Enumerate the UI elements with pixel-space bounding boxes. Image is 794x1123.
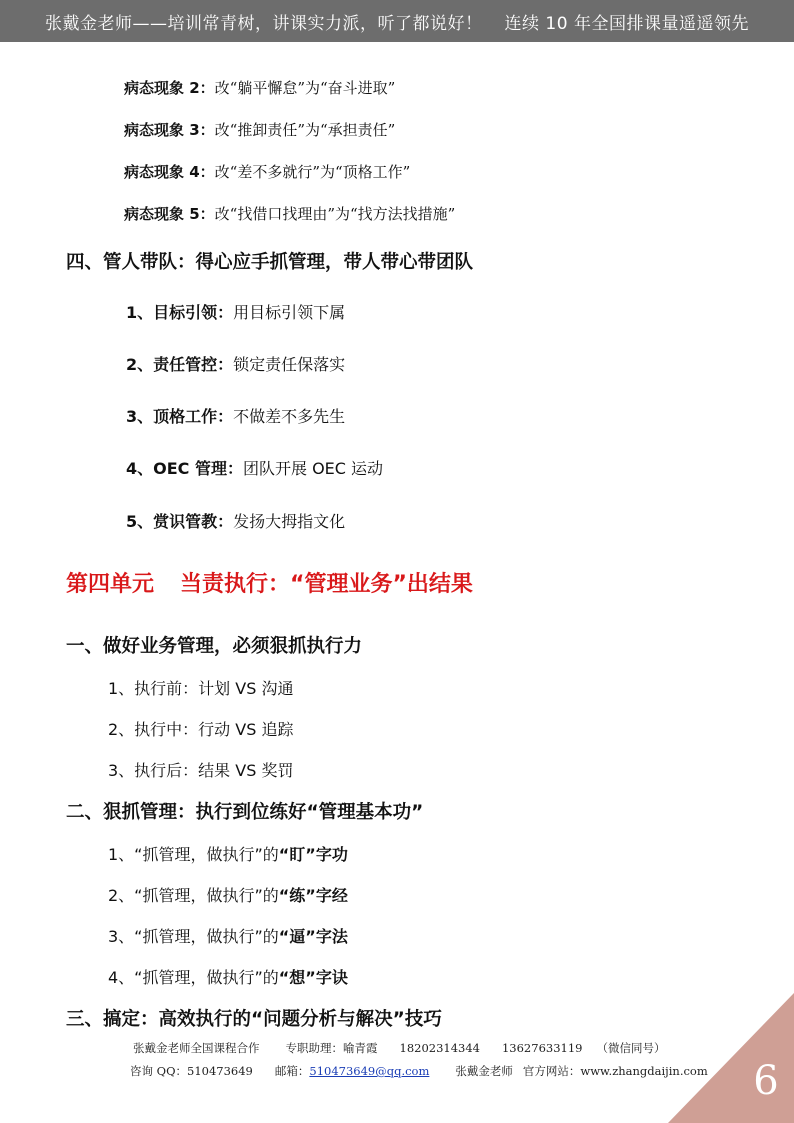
item-keyword: “练” <box>278 886 316 905</box>
item-text: 4、“抓管理，做执行”的 <box>108 968 279 987</box>
page-number: 6 <box>753 1058 779 1104</box>
unit-title <box>66 567 473 598</box>
item-suffix: 字功 <box>315 845 348 864</box>
item-text: 用目标引领下属 <box>233 303 346 322</box>
symptom-text: 改“推卸责任”为“承担责任” <box>214 121 396 139</box>
footer-qq: 咨询 QQ：510473649 <box>130 1064 253 1078</box>
item-keyword: “想” <box>278 968 316 987</box>
list-item <box>108 883 348 906</box>
item-text: 1、“抓管理，做执行”的 <box>108 845 279 864</box>
item-suffix: 字经 <box>315 886 348 905</box>
list-item <box>126 352 345 375</box>
item-keyword: “逼” <box>278 927 316 946</box>
symptom-item <box>124 119 395 140</box>
list-item <box>108 924 348 947</box>
item-label: 5、赏识管教： <box>126 512 234 531</box>
footer-website: 官方网站：www.zhangdaijin.com <box>522 1064 708 1078</box>
item-text: 3、“抓管理，做执行”的 <box>108 927 279 946</box>
symptom-item <box>124 203 455 224</box>
list-item: 3、执行后：结果 VS 奖罚 <box>108 761 294 780</box>
item-text: 不做差不多先生 <box>233 407 346 426</box>
list-item <box>126 300 345 323</box>
item-label: 1、目标引领： <box>126 303 234 322</box>
symptom-label: 病态现象 5： <box>124 205 215 223</box>
unit-subtitle: 当责执行：“管理业务”出结果 <box>180 572 473 597</box>
item-text: 发扬大拇指文化 <box>233 512 346 531</box>
symptom-label: 病态现象 4： <box>124 163 215 181</box>
symptom-label: 病态现象 3： <box>124 121 215 139</box>
footer-email-label: 邮箱： <box>274 1064 310 1078</box>
footer-contact-line <box>130 1063 708 1079</box>
symptom-label: 病态现象 2： <box>124 79 215 97</box>
item-suffix: 字诀 <box>315 968 348 987</box>
item-keyword: “盯” <box>278 845 316 864</box>
section-heading: 二、狠抓管理：执行到位练好“管理基本功” <box>66 802 424 823</box>
list-item <box>108 965 348 988</box>
list-item <box>126 404 345 427</box>
footer-org: 张戴金老师全国课程合作 <box>133 1041 260 1055</box>
symptom-text: 改“躺平懈怠”为“奋斗进取” <box>214 79 396 97</box>
footer-wechat-note: （微信同号） <box>596 1041 666 1055</box>
section-heading: 四、管人带队：得心应手抓管理，带人带心带团队 <box>66 252 474 273</box>
list-item <box>108 842 348 865</box>
symptom-item <box>124 161 410 182</box>
item-label: 4、OEC 管理： <box>126 459 243 478</box>
item-text: 2、“抓管理，做执行”的 <box>108 886 279 905</box>
footer-assistant: 专职助理：喻青霞 <box>285 1041 378 1055</box>
section-heading: 三、搞定：高效执行的“问题分析与解决”技巧 <box>66 1009 442 1030</box>
header-highlight: 连续 10 年全国排课量遥遥领先 <box>504 13 749 34</box>
item-label: 3、顶格工作： <box>126 407 234 426</box>
item-text: 锁定责任保落实 <box>233 355 346 374</box>
symptom-text: 改“差不多就行”为“顶格工作” <box>214 163 411 181</box>
section-heading: 一、做好业务管理，必须狠抓执行力 <box>66 636 363 657</box>
unit-prefix: 第四单元 <box>66 572 155 597</box>
footer-phone: 18202314344 <box>399 1041 480 1055</box>
symptom-item <box>124 77 395 98</box>
footer-email-link[interactable]: 510473649@qq.com <box>309 1064 430 1078</box>
list-item <box>126 456 383 479</box>
header-slogan: 张戴金老师——培训常青树，讲课实力派，听了都说好！ <box>45 13 483 34</box>
footer-phone: 13627633119 <box>501 1041 583 1055</box>
footer-teacher: 张戴金老师 <box>455 1064 513 1078</box>
item-suffix: 字法 <box>315 927 348 946</box>
list-item <box>126 509 345 532</box>
header-banner <box>0 0 794 42</box>
footer-contact-line <box>133 1040 665 1056</box>
item-label: 2、责任管控： <box>126 355 234 374</box>
list-item: 2、执行中：行动 VS 追踪 <box>108 720 294 739</box>
list-item: 1、执行前：计划 VS 沟通 <box>108 679 294 698</box>
item-text: 团队开展 OEC 运动 <box>242 459 384 478</box>
symptom-text: 改“找借口找理由”为“找方法找措施” <box>214 205 456 223</box>
